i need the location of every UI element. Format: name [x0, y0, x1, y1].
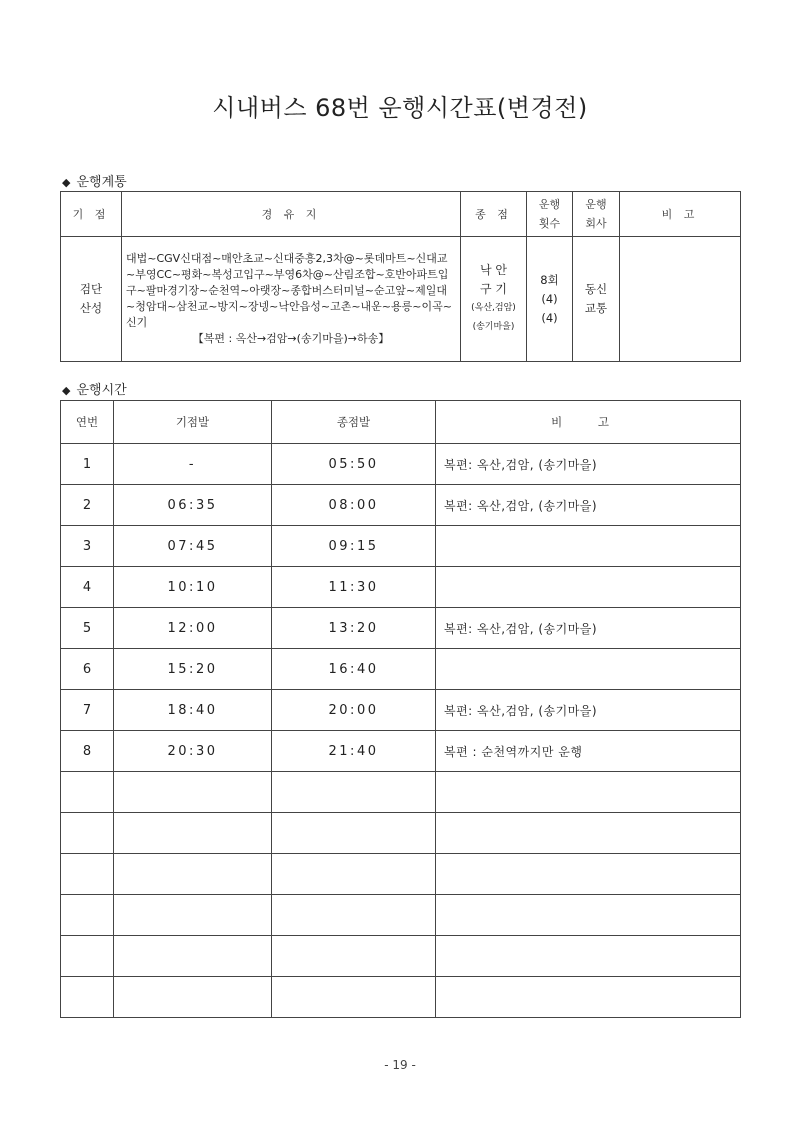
schedule-note-header: 비 고 [436, 401, 741, 444]
diamond-bullet-icon: ◆ [62, 176, 71, 189]
origin-time-cell: - [114, 444, 272, 485]
via-reverse: 【복편 : 옥산→검암→(송기마을)→하송】 [192, 332, 390, 345]
row-note-cell [436, 772, 741, 813]
schedule-row [61, 895, 741, 936]
row-number-cell: 2 [61, 485, 114, 526]
via-cell [122, 237, 461, 362]
origin-cell: 검단 산성 [61, 237, 122, 362]
schedule-row [61, 567, 741, 608]
row-number-cell [61, 936, 114, 977]
row-number-cell: 6 [61, 649, 114, 690]
row-number-cell [61, 854, 114, 895]
terminus-time-cell [272, 936, 436, 977]
origin-time-cell: 10:10 [114, 567, 272, 608]
terminus-time-cell: 11:30 [272, 567, 436, 608]
origin-time-cell [114, 895, 272, 936]
route-row [61, 237, 741, 362]
terminus-time-cell: 16:40 [272, 649, 436, 690]
schedule-row [61, 854, 741, 895]
origin-time-cell [114, 772, 272, 813]
schedule-row [61, 526, 741, 567]
row-number-cell: 7 [61, 690, 114, 731]
company-cell: 동신 교통 [573, 237, 620, 362]
row-number-cell [61, 813, 114, 854]
no-header: 연번 [61, 401, 114, 444]
company-header: 운행 회사 [573, 192, 620, 237]
terminus-time-cell [272, 772, 436, 813]
row-note-cell [436, 649, 741, 690]
row-note-cell [436, 977, 741, 1018]
via-stops: 대법~CGV신대점~매안초교~신대중흥2,3차@~롯데마트~신대교~부영CC~평화~복성고입구~부영6차@~산림조합~호반아파트입구~팔마경기장~순천역~아랫장~종합버스터미널~순고앞~제일대~청암대~삼천교~방지~장넹~낙안읍성~고촌~내운~용릉~이곡~신기 [126, 252, 452, 329]
origin-time-cell: 12:00 [114, 608, 272, 649]
row-note-cell: 복편: 옥산,검암, (송기마을) [436, 485, 741, 526]
origin-time-cell: 07:45 [114, 526, 272, 567]
origin-time-cell: 06:35 [114, 485, 272, 526]
route-section-heading [62, 171, 127, 190]
terminus-cell: 낙 안 구 기 (옥산,검암) (송기마을) [461, 237, 527, 362]
row-note-cell [436, 895, 741, 936]
row-number-cell [61, 895, 114, 936]
schedule-row [61, 977, 741, 1018]
schedule-row [61, 649, 741, 690]
terminus-time-cell: 13:20 [272, 608, 436, 649]
schedule-header-row [61, 401, 741, 444]
row-note-cell [436, 936, 741, 977]
terminus-time-cell [272, 977, 436, 1018]
schedule-row [61, 444, 741, 485]
terminus-time-cell: 05:50 [272, 444, 436, 485]
schedule-row [61, 608, 741, 649]
route-note-header: 비 고 [620, 192, 741, 237]
schedule-section-heading [62, 379, 127, 398]
row-note-cell: 복편: 옥산,검암, (송기마을) [436, 444, 741, 485]
route-table [60, 191, 741, 362]
schedule-row [61, 772, 741, 813]
trips-header: 운행 횟수 [527, 192, 573, 237]
terminus-time-cell [272, 854, 436, 895]
route-header-row [61, 192, 741, 237]
schedule-row [61, 936, 741, 977]
row-number-cell [61, 772, 114, 813]
row-number-cell: 4 [61, 567, 114, 608]
terminus-time-cell: 20:00 [272, 690, 436, 731]
row-number-cell: 5 [61, 608, 114, 649]
via-header: 경 유 지 [122, 192, 461, 237]
origin-time-cell [114, 977, 272, 1018]
origin-time-cell [114, 813, 272, 854]
row-number-cell [61, 977, 114, 1018]
row-number-cell: 8 [61, 731, 114, 772]
row-note-cell [436, 854, 741, 895]
terminus-time-cell: 09:15 [272, 526, 436, 567]
schedule-row [61, 485, 741, 526]
origin-time-cell [114, 936, 272, 977]
schedule-row [61, 731, 741, 772]
route-section-label: 운행계통 [76, 175, 127, 190]
depart-origin-header: 기점발 [114, 401, 272, 444]
origin-time-cell: 20:30 [114, 731, 272, 772]
origin-header: 기 점 [61, 192, 122, 237]
diamond-bullet-icon: ◆ [62, 384, 71, 397]
trips-cell: 8회 (4) (4) [527, 237, 573, 362]
schedule-body [61, 444, 741, 1018]
origin-time-cell [114, 854, 272, 895]
terminus-header: 종 점 [461, 192, 527, 237]
row-note-cell: 복편 : 순천역까지만 운행 [436, 731, 741, 772]
page-number: - 19 - [384, 1058, 416, 1072]
schedule-row [61, 813, 741, 854]
schedule-table [60, 400, 741, 1018]
route-note-cell [620, 237, 741, 362]
schedule-section-label: 운행시간 [76, 383, 127, 398]
row-note-cell [436, 813, 741, 854]
terminus-time-cell: 21:40 [272, 731, 436, 772]
row-number-cell: 3 [61, 526, 114, 567]
row-note-cell [436, 567, 741, 608]
row-note-cell: 복편: 옥산,검암, (송기마을) [436, 690, 741, 731]
terminus-time-cell [272, 813, 436, 854]
page-title: 시내버스 68번 운행시간표(변경전) [212, 94, 588, 122]
terminus-time-cell: 08:00 [272, 485, 436, 526]
schedule-row [61, 690, 741, 731]
depart-terminus-header: 종점발 [272, 401, 436, 444]
origin-time-cell: 15:20 [114, 649, 272, 690]
row-number-cell: 1 [61, 444, 114, 485]
row-note-cell: 복편: 옥산,검암, (송기마을) [436, 608, 741, 649]
origin-time-cell: 18:40 [114, 690, 272, 731]
terminus-time-cell [272, 895, 436, 936]
row-note-cell [436, 526, 741, 567]
